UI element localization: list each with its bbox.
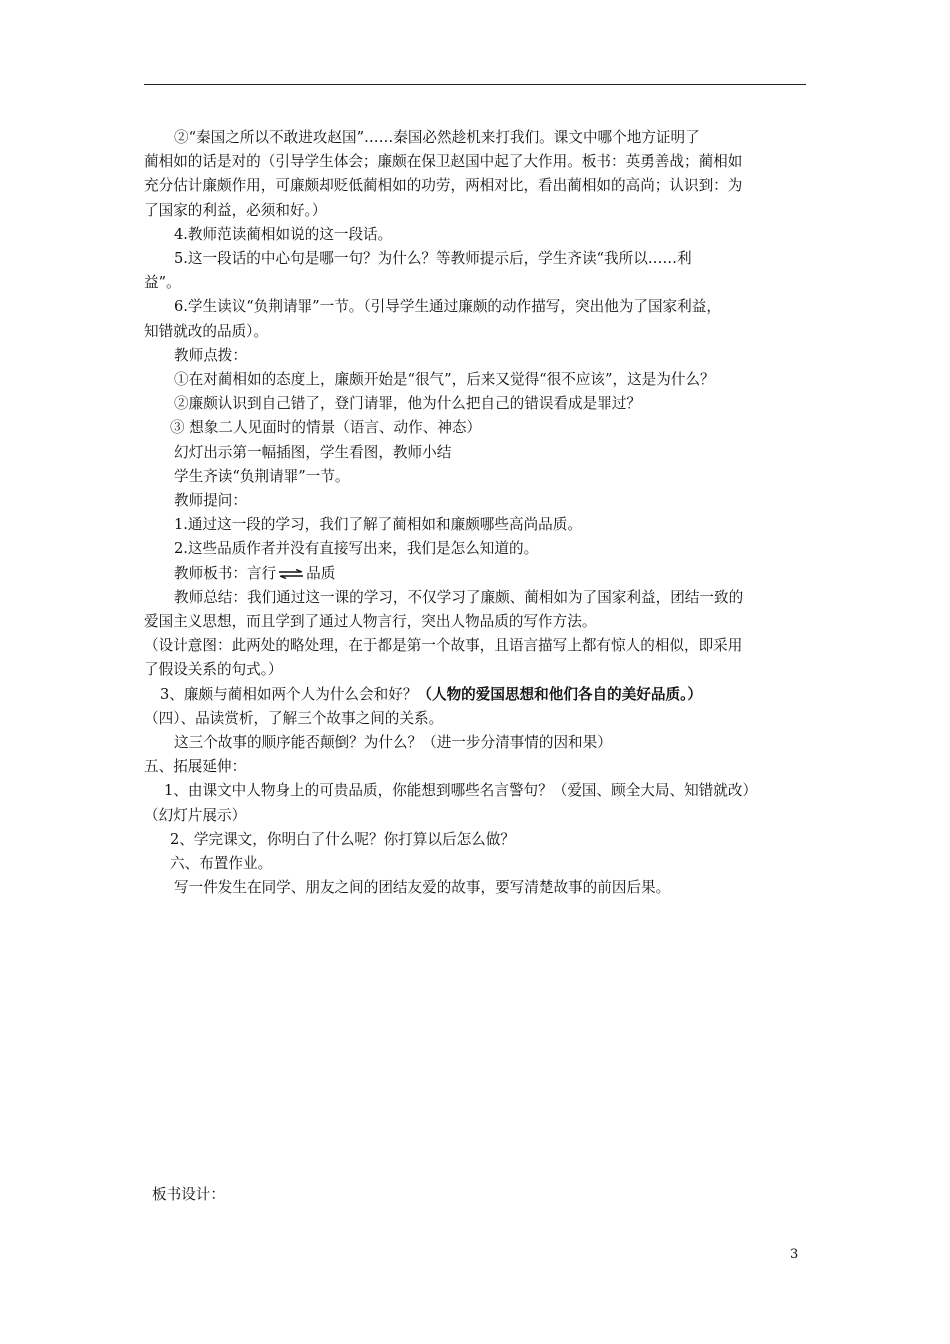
paragraph-line: （幻灯片展示） <box>144 806 247 824</box>
paragraph-line: 2.这些品质作者并没有直接写出来，我们是怎么知道的。 <box>174 540 539 558</box>
paragraph-line: ③ 想象二人见面时的情景（语言、动作、神态） <box>170 419 482 437</box>
paragraph-line: 4.教师范读蔺相如说的这一段话。 <box>174 225 393 243</box>
header-rule <box>144 84 806 85</box>
paragraph-line: 教师总结：我们通过这一课的学习，不仅学习了廉颇、蔺相如为了国家利益，团结一致的 <box>174 588 744 606</box>
document-body <box>144 126 814 901</box>
board-design-label: 板书设计： <box>152 1186 225 1203</box>
board-writing-suffix: 品质 <box>306 564 336 582</box>
paragraph-line: 写一件发生在同学、朋友之间的团结友爱的故事，要写清楚故事的前因后果。 <box>174 879 671 897</box>
paragraph-line: 1.通过这一段的学习，我们了解了蔺相如和廉颇哪些高尚品质。 <box>174 516 582 534</box>
paragraph-line: 幻灯出示第一幅插图，学生看图，教师小结 <box>174 443 452 461</box>
section-heading: 五、拓展延伸： <box>144 758 247 776</box>
paragraph-line: 教师点拨： <box>174 346 247 364</box>
paragraph-line: 2、学完课文，你明白了什么呢？你打算以后怎么做？ <box>170 830 515 848</box>
paragraph-line: ①在对蔺相如的态度上，廉颇开始是“很气”，后来又觉得“很不应该”，这是为什么？ <box>174 371 715 389</box>
paragraph-line: 蔺相如的话是对的（引导学生体会；廉颇在保卫赵国中起了大作用。板书：英勇善战；蔺相如 <box>144 153 743 171</box>
paragraph-line: 学生齐读“负荆请罪”一节。 <box>174 467 350 485</box>
section-heading: （四）、品读赏析，了解三个故事之间的关系。 <box>144 709 444 727</box>
section-heading: 六、布置作业。 <box>170 855 273 873</box>
board-writing-prefix: 教师板书：言行 <box>174 564 277 582</box>
page-number: 3 <box>790 1247 799 1262</box>
double-arrow-icon <box>277 569 305 579</box>
paragraph-line: 了国家的利益，必须和好。） <box>144 201 327 219</box>
paragraph-line: 5.这一段话的中心句是哪一句？为什么？等教师提示后，学生齐读“我所以……利 <box>174 250 692 268</box>
paragraph-line: 爱国主义思想，而且学到了通过人物言行，突出人物品质的写作方法。 <box>144 613 597 631</box>
paragraph-line: 这三个故事的顺序能否颠倒？为什么？（进一步分清事情的因和果） <box>174 734 612 752</box>
board-writing-line <box>144 562 814 586</box>
paragraph-line: ②廉颇认识到自己错了，登门请罪，他为什么把自己的错误看成是罪过？ <box>174 395 642 413</box>
paragraph-line: 1、由课文中人物身上的可贵品质，你能想到哪些名言警句？（爱国、顾全大局、知错就改） <box>164 782 758 800</box>
question-line <box>144 683 814 707</box>
question-text: 3、廉颇与蔺相如两个人为什么会和好？ <box>160 685 418 703</box>
paragraph-line: 知错就改的品质）。 <box>144 322 269 340</box>
paragraph-line: 益”。 <box>144 274 181 292</box>
paragraph-line: ②“秦国之所以不敢进攻赵国”……秦国必然趁机来打我们。课文中哪个地方证明了 <box>174 129 700 146</box>
paragraph-line: 充分估计廉颇作用，可廉颇却贬低蔺相如的功劳，两相对比，看出蔺相如的高尚；认识到：为 <box>144 177 743 195</box>
paragraph-line: 教师提问： <box>174 492 247 510</box>
paragraph-line: 6.学生读议“负荆请罪”一节。（引导学生通过廉颇的动作描写，突出他为了国家利益， <box>174 298 721 316</box>
question-answer: （人物的爱国思想和他们各自的美好品质。） <box>417 685 702 703</box>
paragraph-line: 了假设关系的句式。） <box>144 661 283 679</box>
paragraph-line: （设计意图：此两处的略处理，在于都是第一个故事，且语言描写上都有惊人的相似，即采用 <box>144 637 743 655</box>
